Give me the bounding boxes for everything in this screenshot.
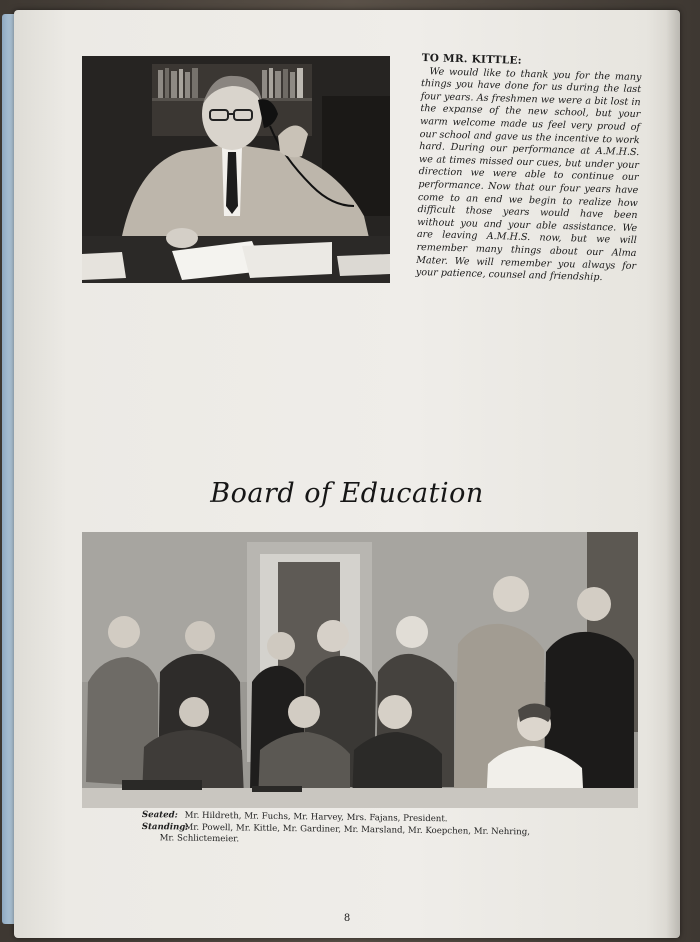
page-number: 8	[343, 913, 351, 924]
section-title: Board of Education	[210, 478, 484, 509]
caption-standing-names-continued: Mr. Schlictemeier.	[159, 833, 240, 845]
caption-seated-names: Mr. Hildreth, Mr. Fuchs, Mr. Harvey, Mrs. Fajans, President.	[184, 810, 448, 825]
photo-caption	[142, 810, 612, 851]
caption-standing-names: Mr. Powell, Mr. Kittle, Mr. Gardiner, Mr. Marsland, Mr. Koepchen, Mr. Nehring,	[184, 822, 531, 838]
principal-photo-illustration	[82, 56, 390, 283]
letter-heading: TO MR. KITTLE:	[421, 52, 522, 67]
caption-seated-label: Seated:	[141, 810, 178, 821]
caption-standing-label: Standing:	[141, 821, 189, 833]
letter-to-mr-kittle	[416, 52, 642, 286]
letter-body: We would like to thank you for the many things you have done for us during the last four years. As freshmen we were a bit lost in the expanse of the new school, but your warm welcome made us feel very proud of our school and gave us the incentive to work hard. During our performance at A.M.H.S. we at times missed our cues, but under your direction we were able to continue our performance. Now that our four years have come to an end we begin to realize how difficult those years would have been without you and your able assistance. We are leaving A.M.H.S. now, but we will remember many things about our Alma Mater. We will remember you always for your patience, counsel and friendship.	[415, 65, 642, 284]
yearbook-page	[14, 10, 680, 938]
principal-photo	[82, 56, 390, 283]
board-of-education-photo	[82, 532, 638, 808]
page-curl-shadow	[666, 10, 680, 938]
board-photo-illustration	[82, 532, 638, 808]
